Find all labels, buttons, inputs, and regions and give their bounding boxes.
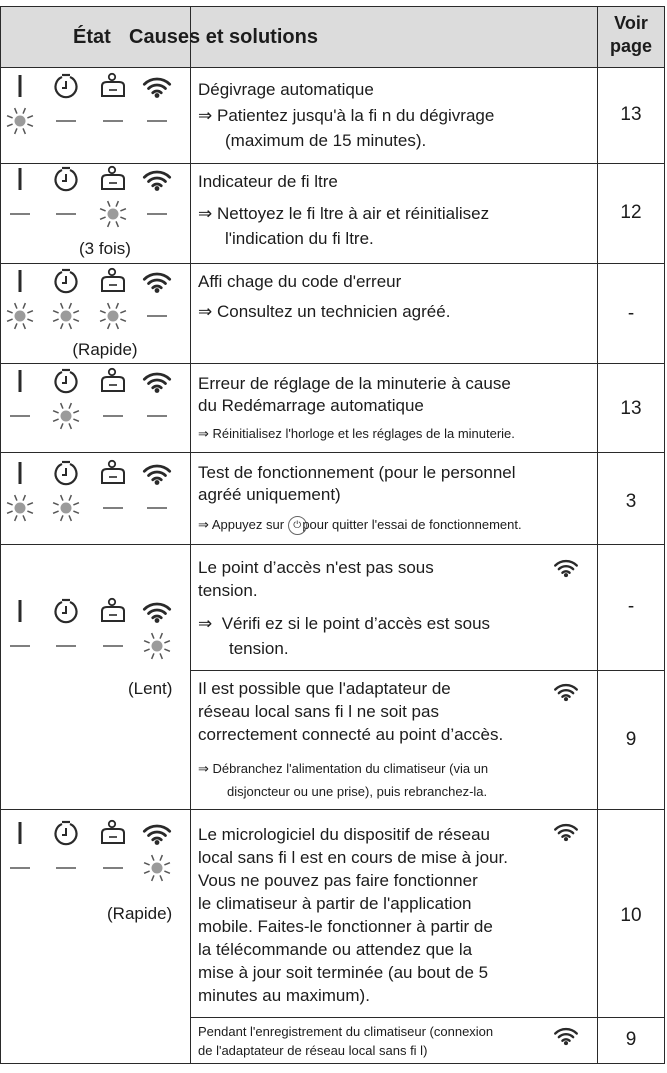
- row-5-cause-line-1: Test de fonctionnement (pour le personnel: [198, 463, 516, 482]
- row-7a-cause-line-2: local sans fi l est en cours de mise à jour.: [198, 848, 508, 867]
- arrow-icon: ⇒: [198, 762, 209, 777]
- header-status-label: État: [73, 26, 111, 48]
- row-1-page: 13: [620, 104, 642, 125]
- row-7-note: (Rapide): [107, 904, 173, 923]
- blinking-led-icon: [100, 303, 126, 329]
- row-2-solution-line-1: [198, 203, 489, 225]
- header-causes-label: Causes et solutions: [129, 26, 318, 48]
- row-7a-cause-line-5: mobile. Faites-le fonctionner à partir de: [198, 917, 493, 936]
- row-4-cause-line-2: du Redémarrage automatique: [198, 396, 424, 415]
- timer-indicator-icon: [55, 370, 76, 392]
- row-3-solution-line-1: [198, 301, 450, 323]
- arrow-icon: ⇒: [198, 106, 213, 126]
- filter-indicator-icon: [102, 74, 124, 96]
- filter-indicator-icon: [102, 269, 124, 291]
- row-7b-cause-line-1: Pendant l'enregistrement du climatiseur (connexion: [198, 1024, 494, 1039]
- row-5-cause-line-2: agréé uniquement): [198, 485, 341, 504]
- blinking-led-icon: [144, 633, 170, 659]
- row-6b-cause-line-3: correctement connecté au point d’accès.: [198, 725, 504, 744]
- arrow-icon: ⇒: [198, 302, 213, 322]
- blinking-led-icon: [7, 495, 33, 521]
- row-6a-solution-line-2: tension.: [229, 639, 289, 658]
- row-2-note: (3 fois): [79, 239, 131, 258]
- filter-indicator-icon: [102, 369, 124, 391]
- filter-indicator-icon: [102, 461, 124, 483]
- row-7a-cause-line-8: minutes au maximum).: [198, 986, 370, 1005]
- wifi-indicator-icon: [144, 826, 169, 845]
- row-4-solution: ⇒ Réinitialisez l'horloge et les réglages de la minuterie.: [198, 426, 515, 442]
- row-1-solution: Patientez jusqu'à la fi n du dégivrage: [216, 106, 495, 125]
- row-6a-solution-line-1: ⇒ Vérifi ez si le point d’accès est sous: [198, 614, 491, 634]
- row-6a-page: -: [627, 596, 635, 617]
- row-5-solution: ⇒ Appuyez sur ⏻ pour quitter l'essai de fonctionnement.: [198, 516, 522, 535]
- arrow-icon: ⇒: [198, 518, 209, 533]
- header-see-label: Voir: [614, 13, 648, 33]
- row-4-page: 13: [620, 398, 642, 419]
- row-6b-solution-line-1: ⇒ Débranchez l'alimentation du climatiseur (via un: [198, 761, 489, 777]
- row-7a-cause-line-7: mise à jour soit terminée (au bout de 5: [198, 963, 489, 982]
- blinking-led-icon: [7, 303, 33, 329]
- timer-indicator-icon: [55, 75, 76, 97]
- row-3-solution: Consultez un technicien agréé.: [216, 302, 451, 321]
- wifi-indicator-icon: [144, 274, 169, 293]
- blinking-led-icon: [53, 303, 79, 329]
- row-6a-cause-line-1: Le point d’accès n'est pas sous: [198, 558, 434, 577]
- filter-indicator-icon: [102, 821, 124, 843]
- header-page-label: page: [609, 36, 652, 56]
- blinking-led-icon: [144, 855, 170, 881]
- wifi-symbol: [555, 561, 577, 577]
- wifi-symbol: [555, 1029, 577, 1045]
- wifi-indicator-icon: [144, 604, 169, 623]
- row-6b-cause-line-1: Il est possible que l'adaptateur de: [198, 679, 451, 698]
- row-4-cause-line-1: Erreur de réglage de la minuterie à cause: [198, 374, 511, 393]
- row-1-solution-line-2: (maximum de 15 minutes).: [225, 131, 427, 150]
- row-7a-cause-line-3: Vous ne pouvez pas faire fonctionner: [198, 871, 478, 890]
- wifi-symbol: [555, 825, 577, 841]
- row-7a-page: 10: [620, 905, 642, 926]
- row-6b-cause-line-2: réseau local sans fi l ne soit pas: [198, 702, 439, 721]
- row-6-status-cell: [0, 544, 191, 810]
- timer-indicator-icon: [55, 462, 76, 484]
- row-6-note: (Lent): [128, 679, 173, 698]
- row-7a-cause-line-1: Le micrologiciel du dispositif de réseau: [198, 825, 490, 844]
- row-3-page: -: [627, 303, 635, 324]
- row-2-cause: Indicateur de fi ltre: [198, 172, 338, 191]
- blinking-led-icon: [7, 108, 33, 134]
- power-button-icon: ⏻: [288, 516, 307, 535]
- row-6b-solution-line-2: disjoncteur ou une prise), puis rebranchez-la.: [227, 784, 488, 799]
- row-1-solution-line-1: [198, 105, 494, 127]
- timer-indicator-icon: [55, 168, 76, 190]
- arrow-icon: ⇒: [198, 614, 213, 634]
- row-5-page: 3: [625, 491, 637, 512]
- row-3-cause: Affi chage du code d'erreur: [198, 272, 402, 291]
- arrow-icon: ⇒: [198, 204, 213, 224]
- row-1-cause: Dégivrage automatique: [198, 80, 374, 99]
- wifi-indicator-icon: [144, 466, 169, 485]
- blinking-led-icon: [53, 495, 79, 521]
- wifi-indicator-icon: [144, 172, 169, 191]
- row-6b-page: 9: [625, 729, 637, 750]
- row-3-note: (Rapide): [72, 340, 138, 359]
- row-2-solution: Nettoyez le fi ltre à air et réinitialisez: [216, 204, 490, 223]
- row-7a-cause-line-6: la télécommande ou attendez que la: [198, 940, 473, 959]
- row-2-page: 12: [620, 202, 642, 223]
- timer-indicator-icon: [55, 822, 76, 844]
- blinking-led-icon: [100, 201, 126, 227]
- row-2-solution-line-2: l'indication du fi ltre.: [225, 229, 374, 248]
- row-7b-page: 9: [625, 1029, 637, 1050]
- blinking-led-icon: [53, 403, 79, 429]
- filter-indicator-icon: [102, 599, 124, 621]
- arrow-icon: ⇒: [198, 427, 209, 442]
- wifi-indicator-icon: [144, 374, 169, 393]
- wifi-symbol: [555, 685, 577, 701]
- timer-indicator-icon: [55, 270, 76, 292]
- wifi-indicator-icon: [144, 79, 169, 98]
- row-7a-cause-line-4: le climatiseur à partir de l'application: [198, 894, 472, 913]
- row-6a-cause-line-2: tension.: [198, 581, 258, 600]
- filter-indicator-icon: [102, 167, 124, 189]
- timer-indicator-icon: [55, 600, 76, 622]
- row-7b-cause-line-2: de l'adaptateur de réseau local sans fi l): [198, 1043, 428, 1058]
